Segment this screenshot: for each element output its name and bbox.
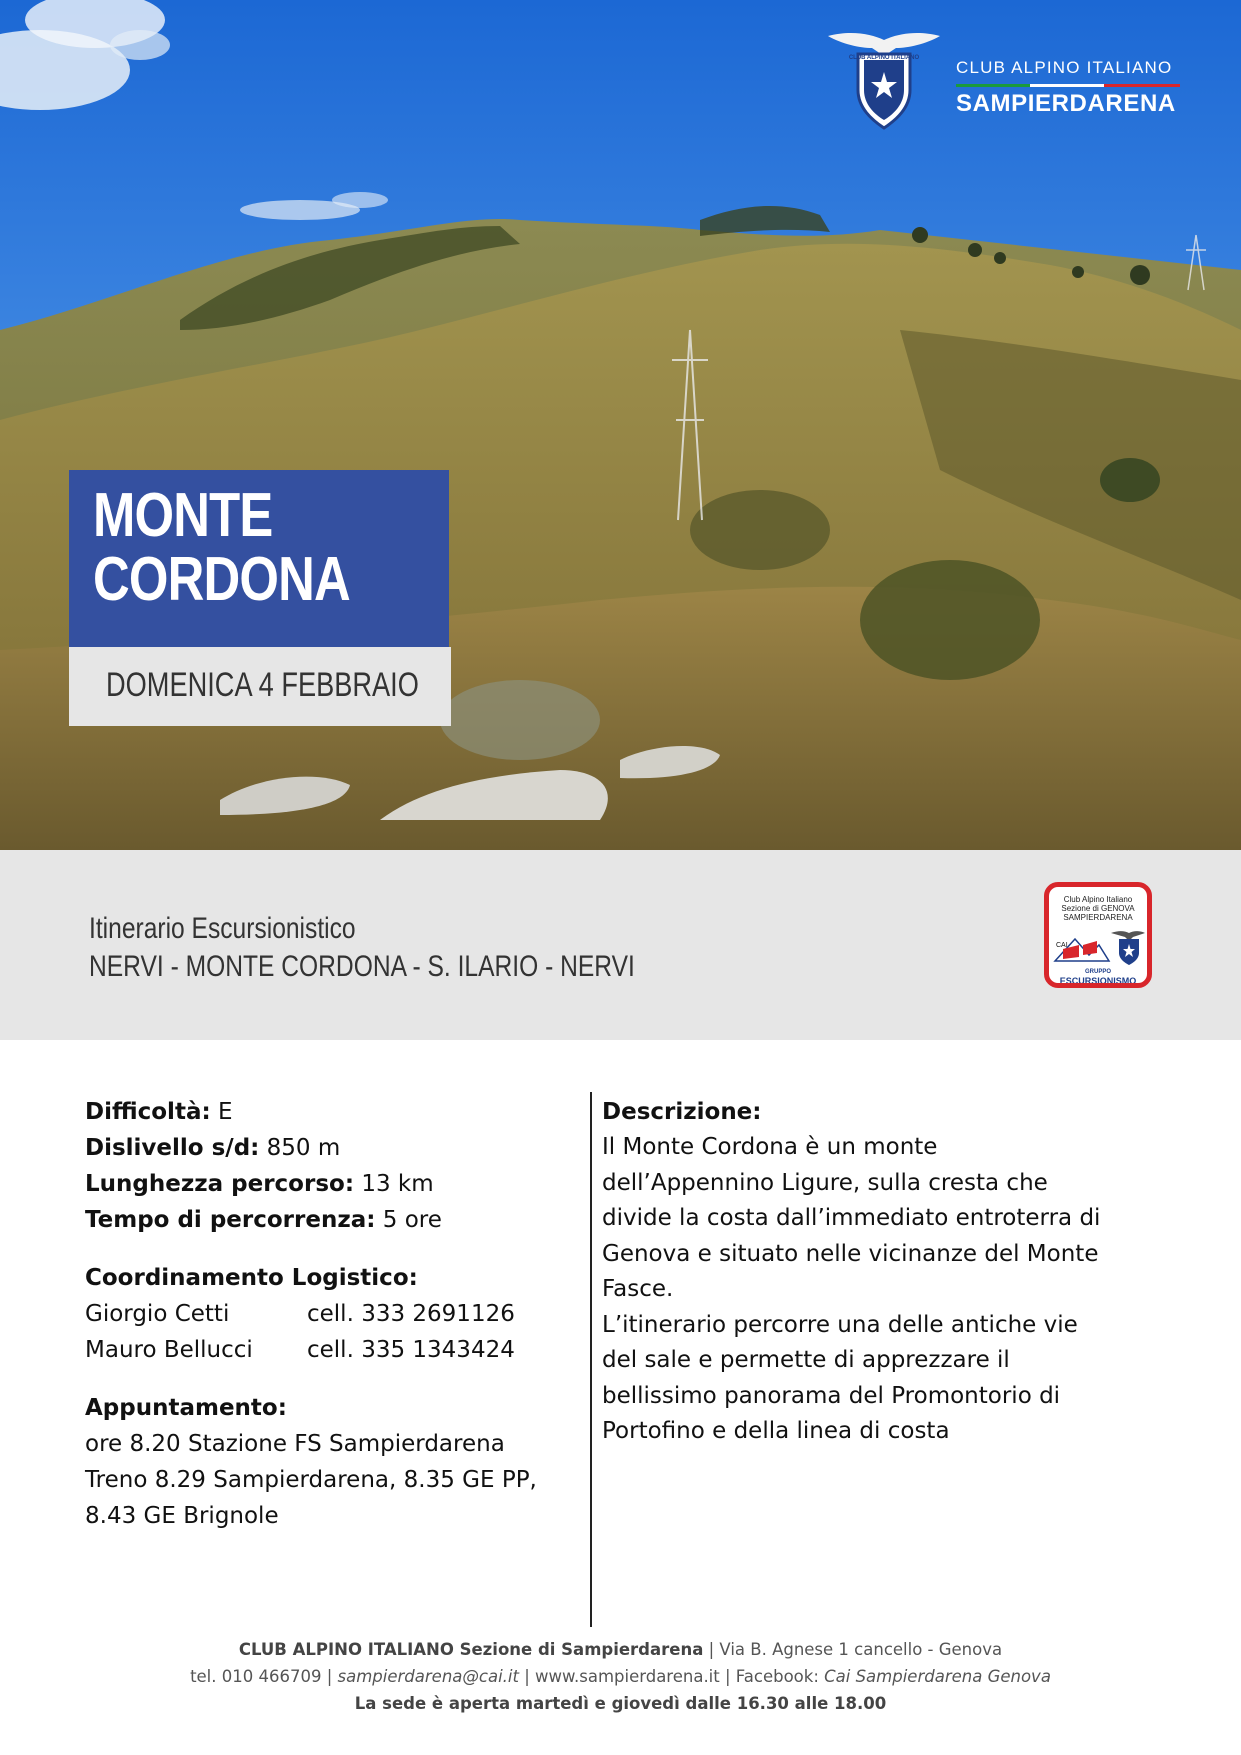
gruppo-escursionismo-logo [1044, 882, 1152, 988]
facebook-link[interactable]: Cai Sampierdarena Genova [824, 1667, 1051, 1686]
contact-row: Giorgio Cetti cell. 333 2691126 [85, 1301, 515, 1327]
event-details [85, 1094, 565, 1534]
website-link[interactable]: | www.sampierdarena.it | Facebook: [518, 1667, 825, 1686]
itinerary-type: Itinerario Escursionistico [89, 912, 356, 945]
meeting-line: ore 8.20 Stazione FS Sampierdarena [85, 1431, 505, 1457]
gruppo-logo-header: Club Alpino Italiano Sezione di GENOVA SAMPIERDARENA [1061, 895, 1135, 922]
description-line: bellissimo panorama del Promontorio di [602, 1382, 1061, 1409]
description [602, 1094, 1122, 1450]
event-title-line2: CORDONA [93, 545, 350, 614]
footer [0, 1636, 1241, 1717]
cai-eagle-emblem-icon [826, 26, 942, 134]
footer-address-line: CLUB ALPINO ITALIANO Sezione di Sampierdarena | Via B. Agnese 1 cancello - Genova [238, 1640, 1003, 1659]
coordination-title: Coordinamento Logistico: [85, 1265, 418, 1291]
meeting-line: Treno 8.29 Sampierdarena, 8.35 GE PP, [85, 1467, 537, 1493]
difficulty-row: Difficoltà: E [85, 1099, 233, 1125]
contact-row: Mauro Bellucci cell. 335 1343424 [85, 1337, 515, 1363]
description-line: Fasce. [602, 1276, 674, 1302]
event-date-box [69, 647, 451, 726]
description-line: Il Monte Cordona è un monte [602, 1134, 938, 1160]
itinerary [89, 910, 755, 986]
itinerary-band [0, 850, 1241, 1040]
time-row: Tempo di percorrenza: 5 ore [85, 1207, 442, 1233]
description-line: dell’Appennino Ligure, sulla cresta che [602, 1169, 1048, 1196]
description-line: Genova e situato nelle vicinanze del Monte [602, 1240, 1099, 1267]
event-date: DOMENICA 4 FEBBRAIO [106, 666, 419, 704]
footer-contact-line: tel. 010 466709 | sampierdarena@cai.it | www.sampierdarena.it | Facebook: Cai Sampierdarena Genova [190, 1667, 1051, 1686]
description-line: del sale e permette di apprezzare il [602, 1347, 1010, 1373]
event-title-box [69, 470, 449, 647]
elevation-row: Dislivello s/d: 850 m [85, 1135, 341, 1161]
svg-text:CAI: CAI [1056, 942, 1068, 949]
org-name-line2: SAMPIERDARENA [956, 90, 1176, 117]
tricolor-bar [956, 84, 1180, 87]
event-title-line1: MONTE [93, 481, 273, 550]
hero-photo [0, 0, 1241, 850]
email-link[interactable]: sampierdarena@cai.it [337, 1667, 519, 1686]
meeting-title: Appuntamento: [85, 1395, 287, 1421]
length-row: Lunghezza percorso: 13 km [85, 1171, 434, 1197]
org-name-line1: CLUB ALPINO ITALIANO [956, 58, 1173, 77]
mountain-flags-icon [1053, 925, 1145, 969]
cai-sampierdarena-logo [826, 26, 1241, 136]
gruppo-logo-label: GRUPPO ESCURSIONISMO [1059, 969, 1137, 986]
description-line: Portofino e della linea di costa [602, 1418, 950, 1444]
description-line: divide la costa dall’immediato entroterra di [602, 1205, 1101, 1231]
description-line: L’itinerario percorre una delle antiche vie [602, 1311, 1078, 1338]
svg-text:CLUB ALPINO ITALIANO: CLUB ALPINO ITALIANO [848, 55, 920, 61]
description-title: Descrizione: [602, 1099, 762, 1125]
footer-hours-line: La sede è aperta martedì e giovedì dalle 16.30 alle 18.00 [354, 1694, 887, 1713]
meeting-line: 8.43 GE Brignole [85, 1503, 279, 1529]
itinerary-route: NERVI - MONTE CORDONA - S. ILARIO - NERVI [89, 950, 635, 983]
column-divider [590, 1092, 592, 1627]
